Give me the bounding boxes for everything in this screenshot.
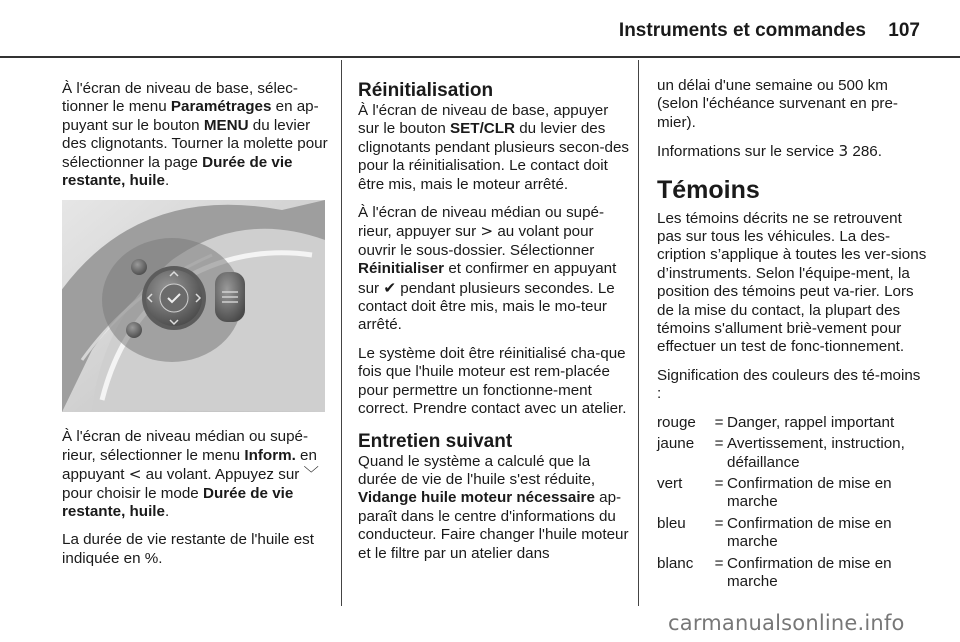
page-header: [600, 16, 930, 48]
text: du levier des clignotants. Tourner la molette pour sélectionner la page: [62, 116, 328, 171]
text: en ap-puyant sur le bouton: [62, 98, 319, 134]
color-name: blanc: [657, 554, 694, 572]
color-meaning: Avertissement, instruction, défaillance: [727, 435, 905, 471]
header-rule: [0, 56, 960, 58]
text: À l'écran de niveau médian ou supé-rieur, appuyer sur: [358, 204, 605, 241]
menu-name: Paramétrages: [170, 98, 272, 116]
text: 286.: [848, 143, 882, 161]
checkmark-icon: ✔: [383, 278, 397, 297]
text: À l'écran de niveau de base, sélec-tionner le menu: [62, 80, 298, 116]
color-meaning: Danger, rappel important: [727, 413, 895, 431]
page-reference-icon: 3: [838, 142, 849, 161]
text: en appuyant: [62, 446, 317, 484]
paragraph: [657, 142, 927, 161]
equals-sign: =: [714, 413, 724, 431]
column-divider: [341, 60, 342, 606]
watermark: carmanualsonline.info: [668, 611, 905, 635]
text: au volant. Appuyez sur: [141, 466, 304, 484]
text: pour choisir le mode: [62, 484, 203, 502]
text: Informations sur le service: [657, 143, 839, 161]
menu-item-name: Réinitialiser: [358, 260, 445, 278]
color-name: jaune: [657, 435, 695, 453]
page-number: 107: [888, 20, 920, 41]
equals-sign: =: [714, 554, 724, 572]
paragraph: un délai d'une semaine ou 500 km (selon l'échéance survenant en pre-mier).: [657, 77, 898, 131]
paragraph: Le système doit être réinitialisé cha-que fois que l'huile moteur est rem-placée pour permettre un fonctionne-ment correct. Prendre contact avec un atelier.: [358, 344, 627, 418]
paragraph: La durée de vie restante de l'huile est indiquée en %.: [62, 531, 314, 567]
heading-temoins: Témoins: [657, 175, 760, 204]
text: À l'écran de niveau médian ou supé-rieur, sélectionner le menu: [62, 428, 309, 464]
column-2: [358, 80, 630, 573]
column-divider: [638, 60, 639, 606]
heading-reinitialisation: Réinitialisation: [358, 80, 494, 101]
text: .: [164, 503, 170, 521]
mode-name: Durée de vie restante, huile: [62, 484, 294, 521]
column-3: [657, 77, 927, 594]
button-name: SET/CLR: [450, 120, 516, 138]
message-name: Vidange huile moteur nécessaire: [358, 489, 595, 507]
equals-sign: =: [714, 514, 724, 532]
text: et confirmer en appuyant sur: [358, 260, 617, 297]
chevron-left-icon: <: [128, 465, 142, 484]
paragraph: [358, 204, 630, 335]
paragraph: [62, 428, 328, 521]
text: au volant pour ouvrir le sous-dossier. Sélectionner: [358, 223, 595, 259]
heading-entretien-suivant: Entretien suivant: [358, 430, 513, 452]
section-title: Instruments et commandes: [618, 20, 866, 41]
text: À l'écran de niveau de base, appuyer sur le bouton: [358, 102, 609, 138]
equals-sign: =: [714, 435, 724, 453]
text: ap-paraît dans le centre d'informations du conducteur. Faire changer l'huile moteur et le filtre par un atelier dans: [358, 489, 629, 562]
text: pendant plusieurs secondes. Le contact doit être mis, mais le mo-teur arrêté.: [358, 279, 615, 334]
text: .: [164, 172, 170, 190]
paragraph: [358, 453, 630, 563]
color-name: rouge: [657, 413, 696, 431]
paragraph: Signification des couleurs des té-moins :: [657, 366, 921, 403]
text: Quand le système a calculé que la durée de vie de l'huile s'est réduite,: [358, 452, 596, 488]
text: du levier des clignotants pendant plusieurs secon-des pour la réinitialisation. Le contact doit être mis, mais le moteur arrêté.: [358, 120, 630, 193]
paragraph: [62, 80, 328, 190]
steering-wheel-illustration: [62, 200, 325, 412]
page-name: Durée de vie restante, huile: [62, 153, 293, 190]
paragraph: Les témoins décrits ne se retrouvent pas sur tous les véhicules. La des-cription s’applique à toutes les ver-sions d’instruments. Selon l'équipe-ment, la position des témoins peut va-rier. Lors de la mise du contact, la plupart des témoins s'allument briè-vement pour effectuer un test de fonc-tionnement.: [657, 209, 927, 356]
equals-sign: =: [714, 474, 724, 492]
menu-name: Inform.: [244, 446, 296, 464]
color-meaning: Confirmation de mise en marche: [727, 514, 892, 551]
paragraph: [358, 102, 630, 194]
color-meaning: Confirmation de mise en marche: [727, 474, 892, 511]
color-meaning: Confirmation de mise en marche: [727, 554, 892, 590]
color-name: vert: [657, 474, 683, 492]
column-1: [62, 80, 328, 578]
color-name: bleu: [657, 514, 686, 532]
chevron-right-icon: >: [480, 222, 494, 241]
chevron-down-icon: ﹀: [303, 465, 319, 484]
button-name: MENU: [203, 116, 249, 134]
color-meaning-table: [657, 414, 927, 595]
